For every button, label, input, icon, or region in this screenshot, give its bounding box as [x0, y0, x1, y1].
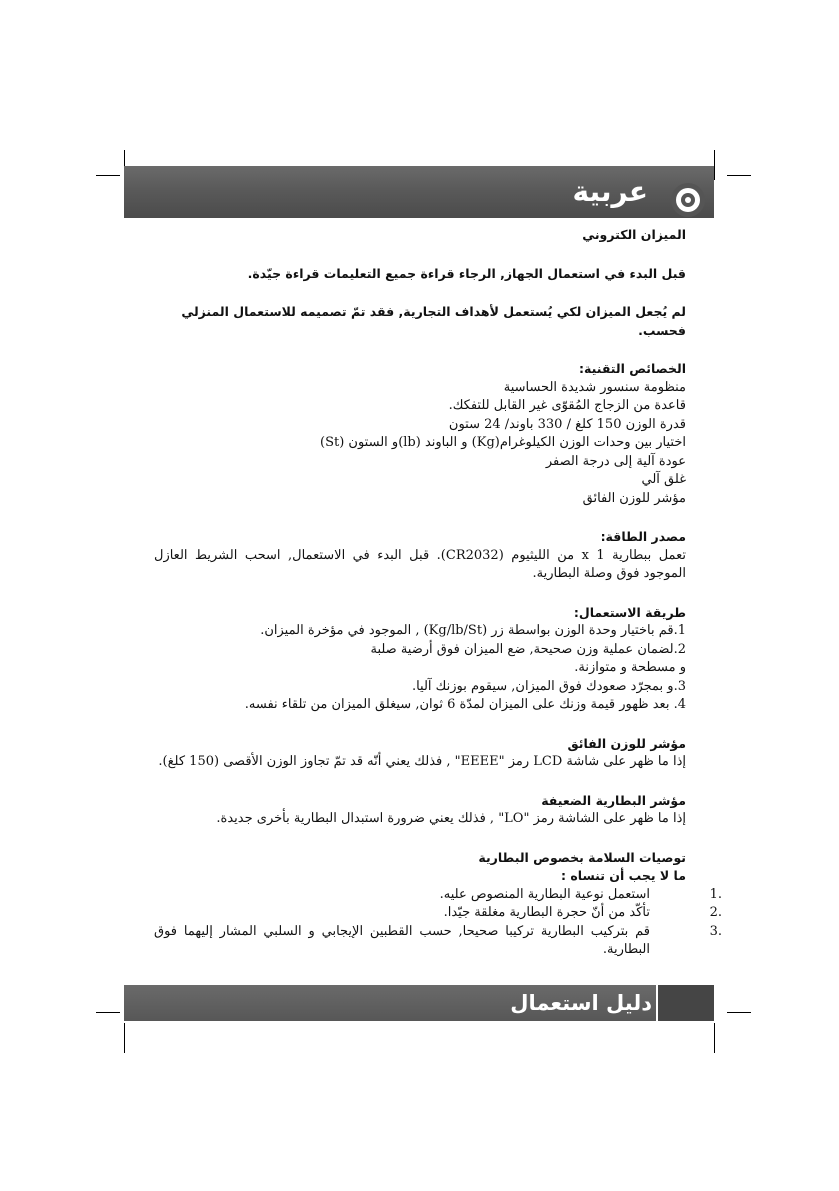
- crop-mark: [727, 1012, 751, 1013]
- item-number: .2: [709, 905, 722, 920]
- list-item: [154, 904, 722, 923]
- crop-mark: [96, 1012, 120, 1013]
- crop-mark: [714, 1023, 715, 1053]
- crop-mark: [124, 1023, 125, 1053]
- item-text: تأكّد من أنّ حجرة البطارية مغلقة جيّدا.: [443, 905, 650, 920]
- section-heading: طريقة الاستعمال:: [573, 604, 686, 620]
- section-heading: مؤشر البطارية الضعيفة: [541, 792, 686, 808]
- list-item: [154, 923, 722, 960]
- safety-list: [154, 886, 722, 960]
- doc-title: الميزان الكتروني: [582, 227, 686, 242]
- section-subheading: ما لا يجب أن تنساه :: [561, 868, 686, 883]
- item-number: .1: [709, 886, 722, 902]
- list-item: عودة آلية إلى درجة الصفر: [545, 453, 686, 469]
- list-item: 1.قم باختيار وحدة الوزن بواسطة زر (Kg/lb/St) , الموجود في مؤخرة الميزان.: [260, 623, 686, 638]
- manual-content: [154, 226, 722, 960]
- crop-mark: [714, 150, 715, 180]
- list-item: مؤشر للوزن الفائق: [582, 490, 686, 506]
- item-text: قم بتركيب البطارية تركيبا صحيحا, حسب القطبين الإيجابي و السلبي المشار إليهما فوق البطارية.: [154, 923, 650, 957]
- footer-band: [124, 985, 714, 1021]
- list-item: 2.لضمان عملية وزن صحيحة, ضع الميزان فوق أرضية صلبة: [370, 641, 686, 657]
- usage-list: [154, 622, 686, 715]
- list-item: اختيار بين وحدات الوزن الكيلوغرام(Kg) و الباوند (lb)و الستون (St): [320, 435, 686, 450]
- footer-title: دليل استعمال: [510, 991, 652, 1015]
- power-paragraph: تعمل ببطارية x 1 من الليثيوم (CR2032). قبل البدء في الاستعمال, اسحب الشريط العازل الموجود فوق وصلة البطارية.: [154, 547, 686, 581]
- section-heading: توصيات السلامة بخصوص البطارية: [478, 849, 686, 865]
- list-item: قاعدة من الزجاج المُقوّى غير القابل للتفكك.: [448, 398, 686, 413]
- list-item: غلق آلي: [641, 472, 686, 487]
- section-heading: مؤشر للوزن الفائق: [567, 735, 686, 751]
- item-text: استعمل نوعية البطارية المنصوص عليه.: [439, 886, 650, 902]
- list-item: [154, 886, 722, 905]
- list-item: 3.و بمجرّد صعودك فوق الميزان, سيقوم بوزنك آليا.: [411, 678, 686, 694]
- list-item: منظومة سنسور شديدة الحساسية: [503, 379, 686, 395]
- list-item: و مسطحة و متوازنة.: [574, 660, 686, 675]
- item-number: .3: [709, 923, 722, 939]
- section-heading: الخصائص التقنية:: [579, 361, 686, 376]
- specs-list: [154, 379, 686, 509]
- section-heading: مصدر الطاقة:: [600, 529, 686, 544]
- low-battery-paragraph: إذا ما ظهر على الشاشة رمز "LO" , فذلك يعني ضرورة استبدال البطارية بأخرى جديدة.: [216, 811, 686, 826]
- page-tab: [656, 985, 714, 1021]
- list-item: قدرة الوزن 150 كلغ / 330 باوند/ 24 ستون: [448, 416, 686, 432]
- intro-paragraph: قبل البدء في استعمال الجهاز, الرجاء قراءة جميع التعليمات قراءة جيّدة.: [247, 265, 686, 281]
- intro-paragraph: لم يُجعل الميزان لكي يُستعمل لأهداف التجارية, فقد تمّ تصميمه للاستعمال المنزلي فحسب.: [181, 304, 686, 338]
- crop-mark: [727, 175, 751, 176]
- crop-mark: [96, 175, 120, 176]
- brand-logo-icon: [670, 182, 706, 218]
- header-band: [124, 166, 714, 218]
- list-item: 4. بعد ظهور قيمة وزنك على الميزان لمدّة 6 ثوان, سيغلق الميزان من تلقاء نفسه.: [244, 697, 686, 712]
- overload-paragraph: إذا ما ظهر على شاشة LCD رمز "EEEE" , فذلك يعني أنّه قد تمّ تجاوز الوزن الأقصى (150 كلغ).: [158, 754, 686, 769]
- language-title: عربية: [572, 175, 648, 208]
